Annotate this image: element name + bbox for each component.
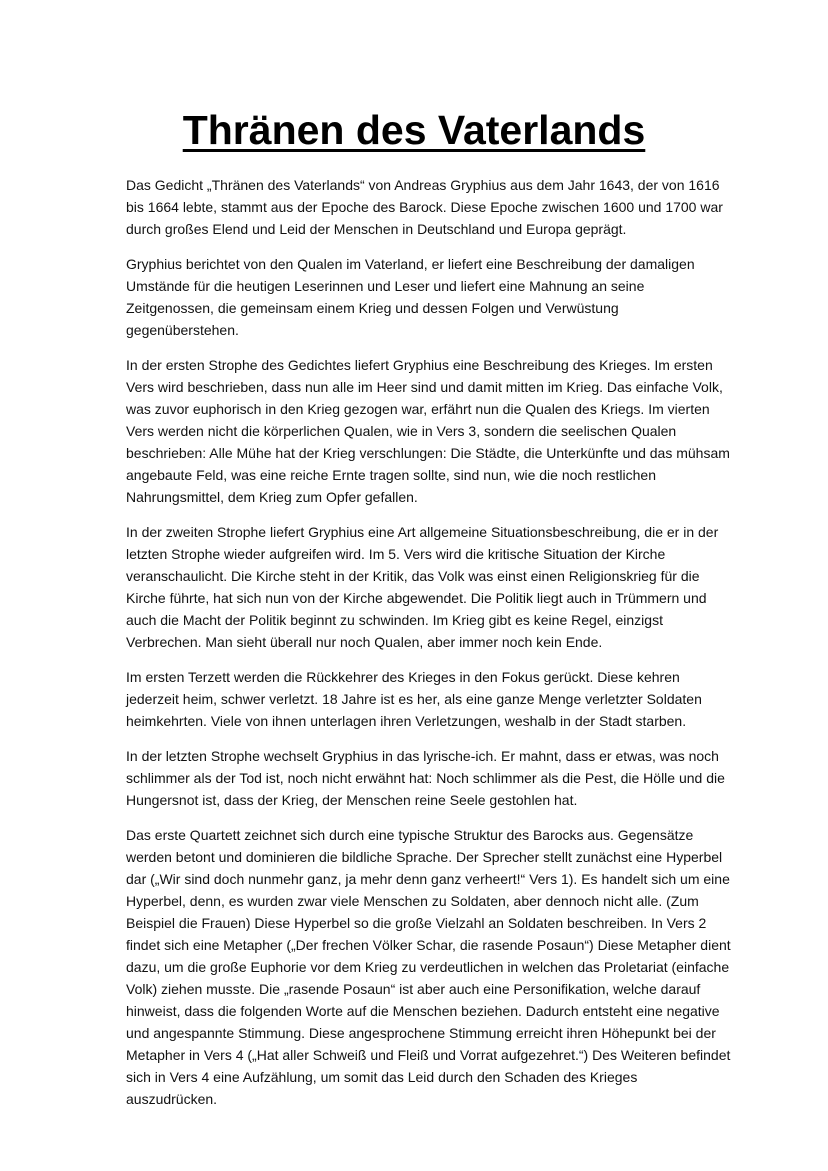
paragraph-first-tercet: Im ersten Terzett werden die Rückkehrer des Krieges in den Fokus gerückt. Diese kehren jederzeit heim, schwer verletzt. 18 Jahre ist es her, als eine ganze Menge verletzter Soldaten heimkehrten. Viele von ihnen unterlagen ihren Verletzungen, weshalb in der Stadt starben. bbox=[126, 669, 702, 729]
paragraph-intro: Das Gedicht „Thränen des Vaterlands“ von Andreas Gryphius aus dem Jahr 1643, der von 1616 bis 1664 lebte, stammt aus der Epoche des Barock. Diese Epoche zwischen 1600 und 1700 war durch großes Elend und Leid der Menschen in Deutschland und Europa geprägt. bbox=[126, 177, 723, 237]
paragraph-first-stanza: In der ersten Strophe des Gedichtes liefert Gryphius eine Beschreibung des Krieges. Im ersten Vers wird beschrieben, dass nun alle im Heer sind und damit mitten im Krieg. Das einfache Volk, was zuvor euphorisch in den Krieg gezogen war, erfährt nun die Qualen des Kriegs. Im vierten Vers werden nicht die körperlichen Qualen, wie in Vers 3, sondern die seelischen Qualen beschrieben: Alle Mühe hat der Krieg verschlungen: Die Städte, die Unterkünfte und das mühsam angebaute Feld, was eine reiche Ernte tragen sollte, sind nun, wie die noch restlichen Nahrungsmittel, dem Krieg zum Opfer gefallen. bbox=[126, 357, 730, 505]
document-title bbox=[0, 101, 828, 159]
paragraph-analysis-first-quartet: Das erste Quartett zeichnet sich durch eine typische Struktur des Barocks aus. Gegensätze werden betont und dominieren die bildliche Sprache. Der Sprecher stellt zunächst eine Hyperbel dar („Wir sind doch nunmehr ganz, ja mehr denn ganz verheert!“ Vers 1). Es handelt sich um eine Hyperbel, denn, es wurden zwar viele Menschen zu Soldaten, aber dennoch nicht alle. (Zum Beispiel die Frauen) Diese Hyperbel so die große Vielzahl an Soldaten beschreiben. In Vers 2 findet sich eine Metapher („Der frechen Völker Schar, die rasende Posaun“) Diese Metapher dient dazu, um die große Euphorie vor dem Krieg zu verdeutlichen in welchen das Proletariat (einfache Volk) ziehen musste. Die „rasende Posaun“ ist aber auch eine Personifikation, welche darauf hinweist, dass die folgenden Worte auf die Menschen beziehen. Dadurch entsteht eine negative und angespannte Stimmung. Diese angesprochene Stimmung erreicht ihren Höhepunkt bei der Metapher in Vers 4 („Hat aller Schweiß und Fleiß und Vorrat aufgezehret.“) Des Weiteren befindet sich in Vers 4 eine Aufzählung, um somit das Leid durch den Schaden des Krieges auszudrücken. bbox=[126, 827, 731, 1107]
paragraph-second-stanza: In der zweiten Strophe liefert Gryphius eine Art allgemeine Situationsbeschreibung, die er in der letzten Strophe wieder aufgreifen wird. Im 5. Vers wird die kritische Situation der Kirche veranschaulicht. Die Kirche steht in der Kritik, das Volk was einst einen Religionskrieg für die Kirche führte, hat sich nun von der Kirche abgewendet. Die Politik liegt auch in Trümmern und auch die Macht der Politik beginnt zu schwinden. Im Krieg gibt es keine Regel, einzigst Verbrechen. Man sieht überall nur noch Qualen, aber immer noch kein Ende. bbox=[126, 524, 719, 650]
paragraph-overview: Gryphius berichtet von den Qualen im Vaterland, er liefert eine Beschreibung der damaligen Umstände für die heutigen Leserinnen und Leser und liefert eine Mahnung an seine Zeitgenossen, die gemeinsam einem Krieg und dessen Folgen und Verwüstung gegenüberstehen. bbox=[126, 256, 695, 338]
paragraph-last-stanza: In der letzten Strophe wechselt Gryphius in das lyrische-ich. Er mahnt, dass er etwas, was noch schlimmer als der Tod ist, noch nicht erwähnt hat: Noch schlimmer als die Pest, die Hölle und die Hungersnot ist, dass der Krieg, der Menschen reine Seele gestohlen hat. bbox=[126, 748, 725, 808]
document-body bbox=[126, 174, 731, 1123]
document-title-text: Thränen des Vaterlands bbox=[182, 107, 646, 153]
